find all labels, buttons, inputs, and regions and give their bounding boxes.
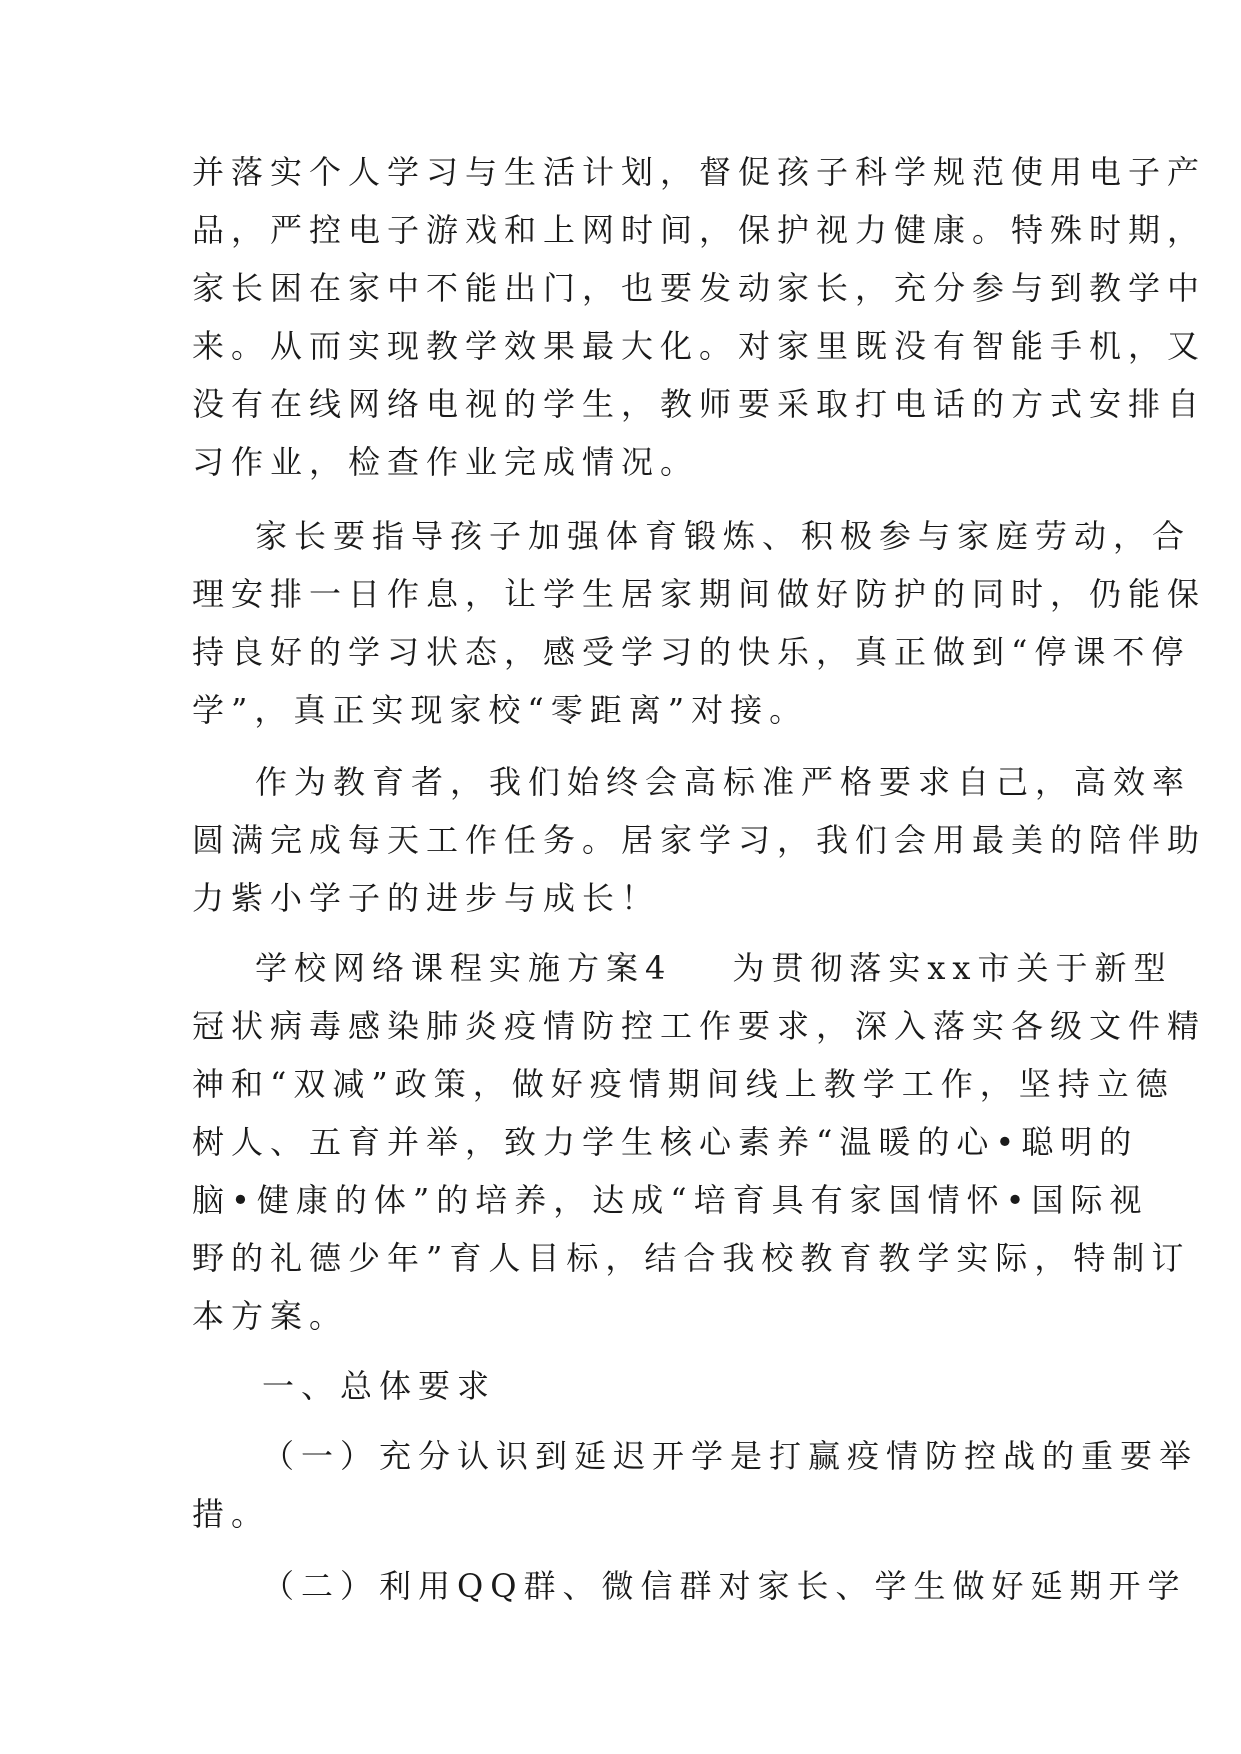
text-line: 来。从而实现教学效果最大化。对家里既没有智能手机，又 <box>192 327 1207 365</box>
text-line: 脑•健康的体”的培养，达成“培育具有家国情怀•国际视 <box>192 1181 1149 1219</box>
text-line: 神和“双减”政策，做好疫情期间线上教学工作，坚持立德 <box>192 1065 1175 1103</box>
text-line: 冠状病毒感染肺炎疫情防控工作要求，深入落实各级文件精 <box>192 1007 1207 1045</box>
heading-general-requirements: 一、总体要求 <box>262 1367 497 1405</box>
paragraph-start-line: 家长要指导孩子加强体育锻炼、积极参与家庭劳动，合 <box>255 517 1192 555</box>
section-lead-text: 为贯彻落实xx市关于新型 <box>732 949 1173 987</box>
paragraph-start-line: 作为教育者，我们始终会高标准严格要求自己，高效率 <box>255 763 1192 801</box>
text-line: 习作业，检查作业完成情况。 <box>192 443 700 481</box>
text-line: 家长困在家中不能出门，也要发动家长，充分参与到教学中 <box>192 269 1207 307</box>
text-line: 树人、五育并举，致力学生核心素养“温暖的心•聪明的 <box>192 1123 1139 1161</box>
section-heading: 学校网络课程实施方案4 <box>255 949 673 987</box>
text-line: 本方案。 <box>192 1297 349 1335</box>
text-line: 力紫小学子的进步与成长！ <box>192 879 661 917</box>
text-line: 并落实个人学习与生活计划，督促孩子科学规范使用电子产 <box>192 153 1207 191</box>
paragraph-start-line: （二）利用QQ群、微信群对家长、学生做好延期开学 <box>262 1567 1187 1605</box>
text-line: 品，严控电子游戏和上网时间，保护视力健康。特殊时期， <box>192 211 1207 249</box>
section-heading-line <box>255 948 1173 988</box>
text-line: 野的礼德少年”育人目标，结合我校教育教学实际，特制订 <box>192 1239 1191 1277</box>
text-line: 措。 <box>192 1495 271 1533</box>
paragraph-start-line: （一）充分认识到延迟开学是打赢疫情防控战的重要举 <box>262 1437 1199 1475</box>
text-line: 持良好的学习状态，感受学习的快乐，真正做到“停课不停 <box>192 633 1191 671</box>
text-line: 学”，真正实现家校“零距离”对接。 <box>192 691 809 729</box>
text-line: 没有在线网络电视的学生，教师要采取打电话的方式安排自 <box>192 385 1207 423</box>
text-line: 理安排一日作息，让学生居家期间做好防护的同时，仍能保 <box>192 575 1207 613</box>
text-line: 圆满完成每天工作任务。居家学习，我们会用最美的陪伴助 <box>192 821 1207 859</box>
